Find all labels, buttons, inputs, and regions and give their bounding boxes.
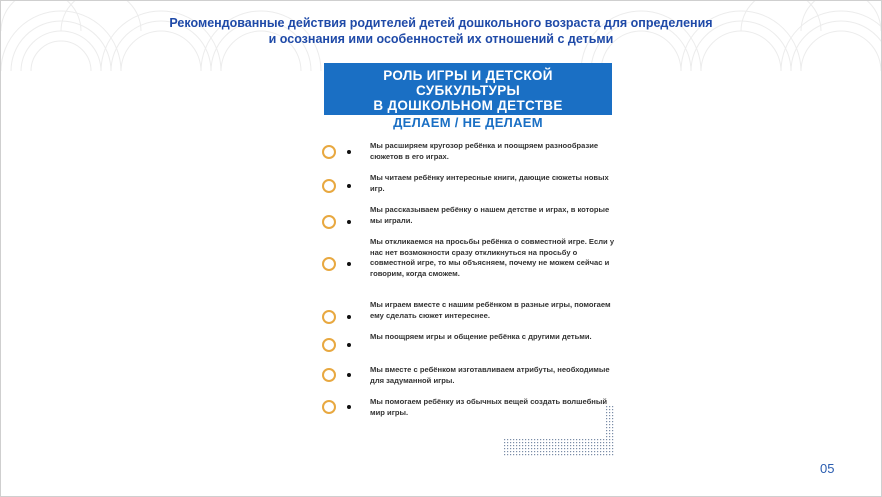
circle-marker-icon[interactable] xyxy=(322,215,336,229)
circle-marker-icon[interactable] xyxy=(322,400,336,414)
item-text: Мы расширяем кругозор ребёнка и поощряем разнообразие сюжетов в его играх. xyxy=(370,141,599,161)
circle-marker-icon[interactable] xyxy=(322,338,336,352)
item-text: Мы откликаемся на просьбы ребёнка о совместной игре. Если у нас нет возможности сразу откликнуться на просьбу о совместной игре, то мы объясняем, почему не можем сейчас и говорим, когда сможем. xyxy=(370,237,615,278)
item-text: Мы читаем ребёнку интересные книги, дающие сюжеты новых игр. xyxy=(370,173,609,193)
bullet-icon xyxy=(347,184,351,188)
item-text: Мы вместе с ребёнком изготавливаем атрибуты, необходимые для задуманной игры. xyxy=(370,365,610,385)
bullet-icon xyxy=(347,315,351,319)
bullet-icon xyxy=(347,373,351,377)
item-text: Мы помогаем ребёнку из обычных вещей создать волшебный мир игры. xyxy=(370,397,608,417)
circle-marker-icon[interactable] xyxy=(322,145,336,159)
page-header xyxy=(96,15,786,47)
item-text: Мы рассказываем ребёнку о нашем детстве и играх, в которые мы играли. xyxy=(370,205,610,225)
circle-marker-icon[interactable] xyxy=(322,179,336,193)
bullet-icon xyxy=(347,220,351,224)
bullet-icon xyxy=(347,150,351,154)
page-number: 05 xyxy=(820,461,835,476)
title-banner xyxy=(324,63,612,115)
banner-line-3: В ДОШКОЛЬНОМ ДЕТСТВЕ xyxy=(373,98,563,113)
item-text: Мы играем вместе с нашим ребёнком в разные игры, помогаем ему сделать сюжет интереснее. xyxy=(370,300,611,320)
bullet-icon xyxy=(347,343,351,347)
circle-marker-icon[interactable] xyxy=(322,368,336,382)
banner-line-2: СУБКУЛЬТУРЫ xyxy=(415,83,521,98)
subtitle: ДЕЛАЕМ / НЕ ДЕЛАЕМ xyxy=(393,115,543,130)
circle-marker-icon[interactable] xyxy=(322,257,336,271)
circle-marker-icon[interactable] xyxy=(322,310,336,324)
bullet-icon xyxy=(347,262,351,266)
dot-pattern-decoration xyxy=(501,406,616,461)
item-text: Мы поощряем игры и общение ребёнка с другими детьми. xyxy=(370,332,592,341)
header-line-1: Рекомендованные действия родителей детей дошкольного возраста для определения xyxy=(169,16,713,30)
bullet-icon xyxy=(347,405,351,409)
header-line-2: и осознания ими особенностей их отношений с детьми xyxy=(268,32,614,46)
banner-line-1: РОЛЬ ИГРЫ И ДЕТСКОЙ xyxy=(383,68,553,83)
